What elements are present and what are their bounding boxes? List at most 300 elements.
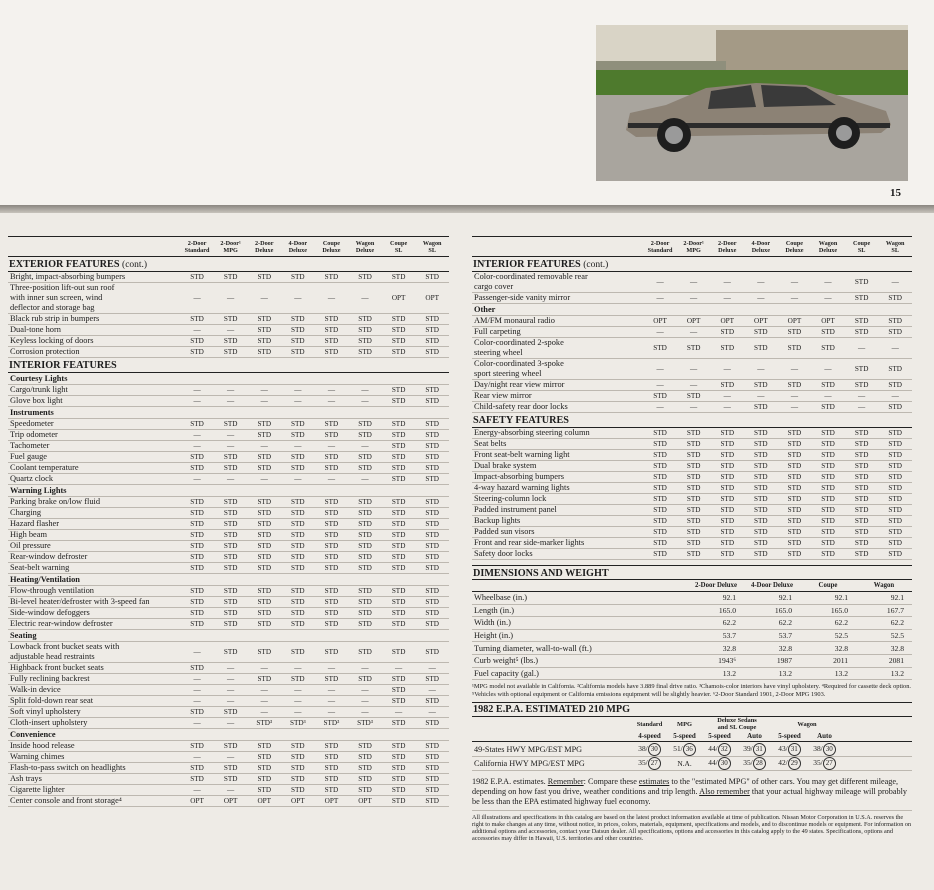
feature-value: STD xyxy=(686,528,701,536)
dimension-value: 2011 xyxy=(833,656,848,666)
epa-label: 49-States HWY MPG/EST MPG xyxy=(474,744,583,754)
feature-label: Hazard flasher xyxy=(10,519,60,528)
epa-row xyxy=(472,742,912,757)
feature-value: STD xyxy=(425,786,439,794)
feature-value: STD xyxy=(854,451,869,459)
feature-value: STD xyxy=(324,273,339,281)
feature-value: — xyxy=(858,392,866,400)
feature-value: — xyxy=(656,278,664,286)
feature-value: STD xyxy=(291,775,305,783)
feature-value: — xyxy=(327,386,336,394)
feature-value: STD xyxy=(223,775,238,783)
feature-label: Center console and front storage⁴ xyxy=(10,796,122,805)
feature-value: STD xyxy=(324,775,339,783)
feature-value: STD xyxy=(821,528,835,536)
feature-value: STD xyxy=(257,764,272,772)
dimension-value: 13.2 xyxy=(834,668,848,678)
epa-cell xyxy=(772,757,807,770)
feature-label: Color-coordinated 2-spoke steering wheel xyxy=(474,338,564,357)
feature-value: STD xyxy=(358,273,372,281)
feature-value: STD xyxy=(223,498,238,506)
dimension-value: 62.2 xyxy=(778,618,792,628)
feature-label: Speedometer xyxy=(10,419,54,428)
feature-value: OPT xyxy=(190,797,204,805)
feature-value: STD xyxy=(358,598,372,606)
feature-value: STD xyxy=(686,451,701,459)
feature-value: — xyxy=(327,397,336,405)
feature-label: Day/night rear view mirror xyxy=(474,380,565,389)
feature-label: Full carpeting xyxy=(474,327,521,336)
feature-value: — xyxy=(723,365,731,373)
slash: / xyxy=(750,758,753,768)
feature-value: STD xyxy=(854,381,869,389)
feature-value: STD xyxy=(425,453,439,461)
feature-value: STD xyxy=(888,440,902,448)
feature-label: Warning chimes xyxy=(10,752,65,761)
feature-value: STD xyxy=(291,453,305,461)
dimension-value: 32.8 xyxy=(722,643,736,653)
dimensions-header xyxy=(472,580,912,592)
feature-value: STD xyxy=(223,337,238,345)
hwy-mpg: 44 xyxy=(708,743,716,753)
feature-value: — xyxy=(690,328,698,336)
feature-value: OPT xyxy=(324,797,339,805)
feature-value: STD xyxy=(291,315,305,323)
column-header: 2-Door Deluxe xyxy=(254,239,274,254)
feature-value: STD xyxy=(190,520,204,528)
feature-label: Dual brake system xyxy=(474,461,537,470)
feature-value: STD xyxy=(324,315,339,323)
feature-value: STD xyxy=(787,495,802,503)
feature-label: Backup lights xyxy=(474,516,521,525)
feature-row xyxy=(472,359,912,380)
feature-value: — xyxy=(294,397,302,405)
feature-value: STD xyxy=(358,620,372,628)
feature-value: — xyxy=(294,686,302,694)
feature-value: STD xyxy=(257,431,272,439)
feature-value: STD xyxy=(257,620,272,628)
feature-value: STD xyxy=(754,539,768,547)
feature-value: STD xyxy=(391,775,406,783)
feature-value: — xyxy=(690,403,698,411)
feature-value: — xyxy=(227,431,235,439)
feature-value: STD xyxy=(291,587,305,595)
epa-row xyxy=(472,757,912,772)
feature-value: STD xyxy=(653,344,667,352)
car-photo xyxy=(596,25,908,181)
feature-value: STD xyxy=(190,315,204,323)
feature-value: STD xyxy=(854,317,869,325)
feature-value: — xyxy=(294,697,302,705)
feature-value: STD xyxy=(358,509,372,517)
feature-value: — xyxy=(260,708,268,716)
feature-value: STD xyxy=(257,648,272,656)
feature-value: — xyxy=(428,708,436,716)
column-header: Wagon SL xyxy=(885,239,905,254)
feature-value: — xyxy=(690,294,698,302)
feature-value: STD xyxy=(686,429,701,437)
feature-value: STD xyxy=(854,550,869,558)
feature-value: STD xyxy=(425,542,439,550)
feature-row xyxy=(8,741,449,752)
feature-value: STD xyxy=(425,775,439,783)
feature-value: — xyxy=(656,403,664,411)
feature-value: — xyxy=(260,697,268,705)
column-header: 2-Door Standard xyxy=(184,239,210,254)
feature-value: STD xyxy=(754,484,768,492)
feature-row xyxy=(8,336,449,347)
slash: / xyxy=(645,743,648,753)
feature-value: STD xyxy=(754,344,768,352)
feature-value: STD xyxy=(720,495,735,503)
feature-value: STD xyxy=(821,381,835,389)
est-mpg-circle: 30 xyxy=(823,743,836,756)
feature-value: — xyxy=(193,686,201,694)
slash: / xyxy=(680,743,683,753)
feature-row xyxy=(8,718,449,729)
column-header: 2-Door Deluxe xyxy=(717,239,737,254)
feature-value: STD xyxy=(425,553,439,561)
feature-value: — xyxy=(327,686,336,694)
hwy-mpg: 38 xyxy=(813,743,821,753)
feature-value: STD xyxy=(425,564,439,572)
feature-value: STD xyxy=(223,542,238,550)
feature-label: Flash-to-pass switch on headlights xyxy=(10,763,126,772)
feature-row xyxy=(472,338,912,359)
feature-value: STD xyxy=(653,440,667,448)
epa-cell xyxy=(702,743,737,756)
dimension-value: 13.2 xyxy=(778,668,792,678)
dimension-row xyxy=(472,655,912,668)
feature-value: STD xyxy=(190,348,204,356)
feature-value: STD xyxy=(358,764,372,772)
feature-value: STD xyxy=(358,315,372,323)
feature-label: Color-coordinated removable rear cargo cover xyxy=(474,272,588,291)
epa-note-emphasis: Also remember xyxy=(699,787,750,797)
feature-value: STD xyxy=(391,542,406,550)
feature-value: STD xyxy=(324,453,339,461)
feature-value: — xyxy=(294,386,302,394)
feature-value: STD xyxy=(720,539,735,547)
feature-value: STD³ xyxy=(357,719,373,727)
feature-value: STD xyxy=(888,550,902,558)
feature-value: — xyxy=(294,708,302,716)
feature-row xyxy=(8,283,449,314)
dimension-value: 52.5 xyxy=(890,631,904,641)
feature-value: STD xyxy=(391,509,406,517)
hwy-mpg: 51 xyxy=(673,743,681,753)
feature-value: STD xyxy=(324,598,339,606)
epa-group-headers xyxy=(472,717,912,731)
feature-row xyxy=(8,586,449,597)
dimension-label: Width (in.) xyxy=(474,618,511,628)
left-feature-table xyxy=(8,236,449,807)
feature-value: STD xyxy=(425,697,439,705)
feature-value: STD xyxy=(190,775,204,783)
hwy-mpg: 38 xyxy=(638,743,646,753)
feature-label: Black rub strip in bumpers xyxy=(10,314,100,323)
subsection-heading: Warning Lights xyxy=(8,485,449,497)
feature-value: STD xyxy=(291,348,305,356)
est-mpg-circle: 32 xyxy=(718,743,731,756)
dim-header: 2-Door Deluxe xyxy=(695,582,737,589)
slash: / xyxy=(715,743,718,753)
feature-value: — xyxy=(361,708,369,716)
feature-value: STD xyxy=(257,453,272,461)
feature-value: STD xyxy=(190,509,204,517)
feature-value: STD xyxy=(358,420,372,428)
dimension-value: 92.1 xyxy=(834,593,848,603)
dimension-value: 62.2 xyxy=(834,618,848,628)
left-column-headers xyxy=(8,236,449,257)
epa-note-emphasis: estimates xyxy=(638,777,670,787)
dimension-value: 32.8 xyxy=(778,643,792,653)
feature-label: Bright, impact-absorbing bumpers xyxy=(10,272,126,281)
feature-value: STD xyxy=(257,348,272,356)
feature-value: STD xyxy=(257,337,272,345)
dimension-row xyxy=(472,668,912,681)
feature-value: STD xyxy=(257,587,272,595)
feature-value: — xyxy=(690,365,698,373)
feature-value: — xyxy=(858,403,866,411)
feature-value: STD xyxy=(754,328,768,336)
feature-value: STD xyxy=(257,753,272,761)
feature-label: Lowback front bucket seats with adjustable head restraints xyxy=(10,642,120,661)
feature-value: STD xyxy=(821,440,835,448)
epa-subheaders xyxy=(472,731,912,742)
feature-value: STD xyxy=(223,598,238,606)
feature-value: STD xyxy=(425,420,439,428)
feature-value: STD xyxy=(358,431,372,439)
feature-value: STD xyxy=(257,273,272,281)
feature-value: STD xyxy=(391,464,406,472)
feature-value: STD xyxy=(190,609,204,617)
feature-value: STD xyxy=(686,473,701,481)
feature-value: STD xyxy=(720,451,735,459)
column-header: Coupe Deluxe xyxy=(322,239,341,254)
slash: / xyxy=(820,758,823,768)
feature-value: STD xyxy=(391,397,406,405)
feature-row xyxy=(8,347,449,358)
feature-value: — xyxy=(361,294,369,302)
feature-value: STD xyxy=(223,620,238,628)
feature-label: Parking brake on/low fluid xyxy=(10,497,101,506)
feature-value: STD xyxy=(787,429,802,437)
dimension-label: Height (in.) xyxy=(474,631,514,641)
feature-value: — xyxy=(824,278,832,286)
feature-value: STD xyxy=(425,587,439,595)
feature-value: STD xyxy=(190,708,204,716)
feature-row xyxy=(472,327,912,338)
feature-value: STD xyxy=(391,420,406,428)
feature-label: Dual-tone horn xyxy=(10,325,61,334)
feature-value: STD xyxy=(257,542,272,550)
feature-row xyxy=(8,497,449,508)
feature-value: STD xyxy=(821,550,835,558)
feature-value: STD xyxy=(754,440,768,448)
dimension-value: 62.2 xyxy=(890,618,904,628)
feature-value: STD xyxy=(686,550,701,558)
feature-value: STD xyxy=(787,328,802,336)
feature-value: — xyxy=(891,278,899,286)
feature-row xyxy=(472,461,912,472)
feature-value: — xyxy=(193,326,201,334)
epa-note-text: 1982 E.P.A. estimates. xyxy=(472,777,548,787)
feature-value: STD xyxy=(425,326,439,334)
feature-value: STD xyxy=(888,517,902,525)
feature-value: STD xyxy=(223,315,238,323)
feature-value: STD xyxy=(291,609,305,617)
feature-value: STD xyxy=(888,451,902,459)
feature-value: STD xyxy=(190,531,204,539)
feature-value: STD xyxy=(391,520,406,528)
feature-value: — xyxy=(260,686,268,694)
right-feature-table xyxy=(472,236,912,843)
feature-value: — xyxy=(327,475,336,483)
feature-value: — xyxy=(193,697,201,705)
feature-value: — xyxy=(656,294,664,302)
dimension-label: Curb weight⁵ (lbs.) xyxy=(474,656,539,666)
feature-row xyxy=(8,530,449,541)
feature-value: STD xyxy=(754,506,768,514)
feature-value: STD xyxy=(787,506,802,514)
feature-value: STD xyxy=(821,462,835,470)
feature-value: STD xyxy=(888,484,902,492)
dimension-value: 92.1 xyxy=(778,593,792,603)
feature-value: STD xyxy=(291,648,305,656)
feature-row xyxy=(472,527,912,538)
feature-value: — xyxy=(193,431,201,439)
feature-value: STD xyxy=(854,462,869,470)
feature-value: STD xyxy=(888,506,902,514)
est-mpg-circle: 27 xyxy=(648,757,661,770)
feature-value: — xyxy=(227,326,235,334)
feature-value: STD xyxy=(787,344,802,352)
feature-value: STD xyxy=(686,495,701,503)
feature-value: — xyxy=(227,719,235,727)
epa-note-text: that your actual highway mileage will probably be less than the EPA estimated highway fuel economy. xyxy=(472,787,907,806)
epa-title: 1982 E.P.A. ESTIMATED 210 MPG xyxy=(472,702,912,717)
feature-value: STD xyxy=(391,337,406,345)
feature-value: — xyxy=(193,442,201,450)
feature-value: — xyxy=(790,365,799,373)
feature-row xyxy=(8,785,449,796)
right-column-headers xyxy=(472,236,912,257)
epa-rows xyxy=(472,742,912,771)
section-title: SAFETY FEATURES xyxy=(473,415,569,426)
feature-label: Ash trays xyxy=(10,774,42,783)
feature-value: STD xyxy=(425,386,439,394)
feature-row xyxy=(8,563,449,574)
feature-value: OPT xyxy=(720,317,735,325)
feature-value: STD xyxy=(854,484,869,492)
feature-row xyxy=(8,419,449,430)
feature-value: STD xyxy=(754,473,768,481)
feature-value: STD xyxy=(821,429,835,437)
feature-value: STD xyxy=(391,719,406,727)
epa-cell xyxy=(807,757,842,770)
column-header: Coupe Deluxe xyxy=(785,239,804,254)
feature-value: STD xyxy=(324,520,339,528)
feature-value: STD xyxy=(324,542,339,550)
feature-row xyxy=(472,483,912,494)
feature-value: — xyxy=(656,381,664,389)
feature-value: STD xyxy=(391,442,406,450)
est-mpg-circle: 30 xyxy=(648,743,661,756)
epa-subheader: Auto xyxy=(747,732,762,741)
fine-print: All illustrations and specifications in this catalog are based on the latest product information available at time of publication. Nissan Motor Corporation in U.S.A. reserves the right to make changes at any time, without notice, in prices, colors, materials, equipment, specifications and models, and to discontinue models or equipment. For information on additional options and accessories, contact your Datsun dealer. All specifications, options and accessories in this catalog apply to the 49 states. Specifications, options and accessories may differ in Hawaii, U.S. territories and other countries. xyxy=(472,813,912,843)
feature-value: STD xyxy=(425,675,439,683)
column-header: 2-Door¹ MPG xyxy=(220,239,241,254)
feature-label: Cargo/trunk light xyxy=(10,385,68,394)
column-header: 2-Door¹ MPG xyxy=(683,239,704,254)
feature-value: STD xyxy=(653,473,667,481)
feature-row xyxy=(8,541,449,552)
feature-value: — xyxy=(260,664,268,672)
feature-value: STD xyxy=(854,328,869,336)
feature-value: STD xyxy=(686,539,701,547)
feature-value: STD xyxy=(324,531,339,539)
feature-value: STD xyxy=(854,429,869,437)
feature-value: STD xyxy=(324,553,339,561)
feature-value: STD xyxy=(686,392,701,400)
feature-value: STD xyxy=(425,797,439,805)
feature-label: Padded sun visors xyxy=(474,527,535,536)
feature-value: — xyxy=(790,392,799,400)
feature-value: STD xyxy=(425,598,439,606)
feature-value: STD xyxy=(854,278,869,286)
feature-value: STD xyxy=(425,531,439,539)
feature-value: STD xyxy=(257,598,272,606)
feature-value: STD xyxy=(821,539,835,547)
feature-value: STD xyxy=(425,498,439,506)
feature-value: STD xyxy=(425,348,439,356)
feature-value: — xyxy=(193,397,201,405)
feature-value: STD xyxy=(754,550,768,558)
feature-value: STD xyxy=(190,598,204,606)
dimension-label: Wheelbase (in.) xyxy=(474,593,528,603)
feature-value: — xyxy=(227,442,235,450)
dimensions-rows xyxy=(472,592,912,680)
feature-value: — xyxy=(227,686,235,694)
feature-value: STD xyxy=(324,648,339,656)
feature-value: STD xyxy=(324,348,339,356)
subsection-heading: Heating/Ventilation xyxy=(8,574,449,586)
feature-value: STD xyxy=(391,453,406,461)
feature-row xyxy=(472,293,912,304)
est-mpg-circle: 28 xyxy=(753,757,766,770)
section-heading xyxy=(8,358,449,373)
feature-value: STD xyxy=(425,397,439,405)
feature-value: STD xyxy=(257,775,272,783)
feature-value: STD xyxy=(754,462,768,470)
feature-row xyxy=(472,391,912,402)
section-cont: (cont.) xyxy=(122,260,148,270)
dimension-value: 167.7 xyxy=(886,605,904,615)
feature-value: STD xyxy=(358,775,372,783)
feature-value: STD xyxy=(821,495,835,503)
feature-value: STD xyxy=(190,587,204,595)
feature-value: STD xyxy=(821,473,835,481)
feature-value: STD xyxy=(324,675,339,683)
est-mpg-circle: 31 xyxy=(788,743,801,756)
feature-value: STD xyxy=(291,326,305,334)
feature-value: STD xyxy=(720,550,735,558)
feature-row xyxy=(472,272,912,293)
feature-row xyxy=(472,538,912,549)
hwy-mpg: 39 xyxy=(743,743,751,753)
feature-value: STD xyxy=(720,344,735,352)
